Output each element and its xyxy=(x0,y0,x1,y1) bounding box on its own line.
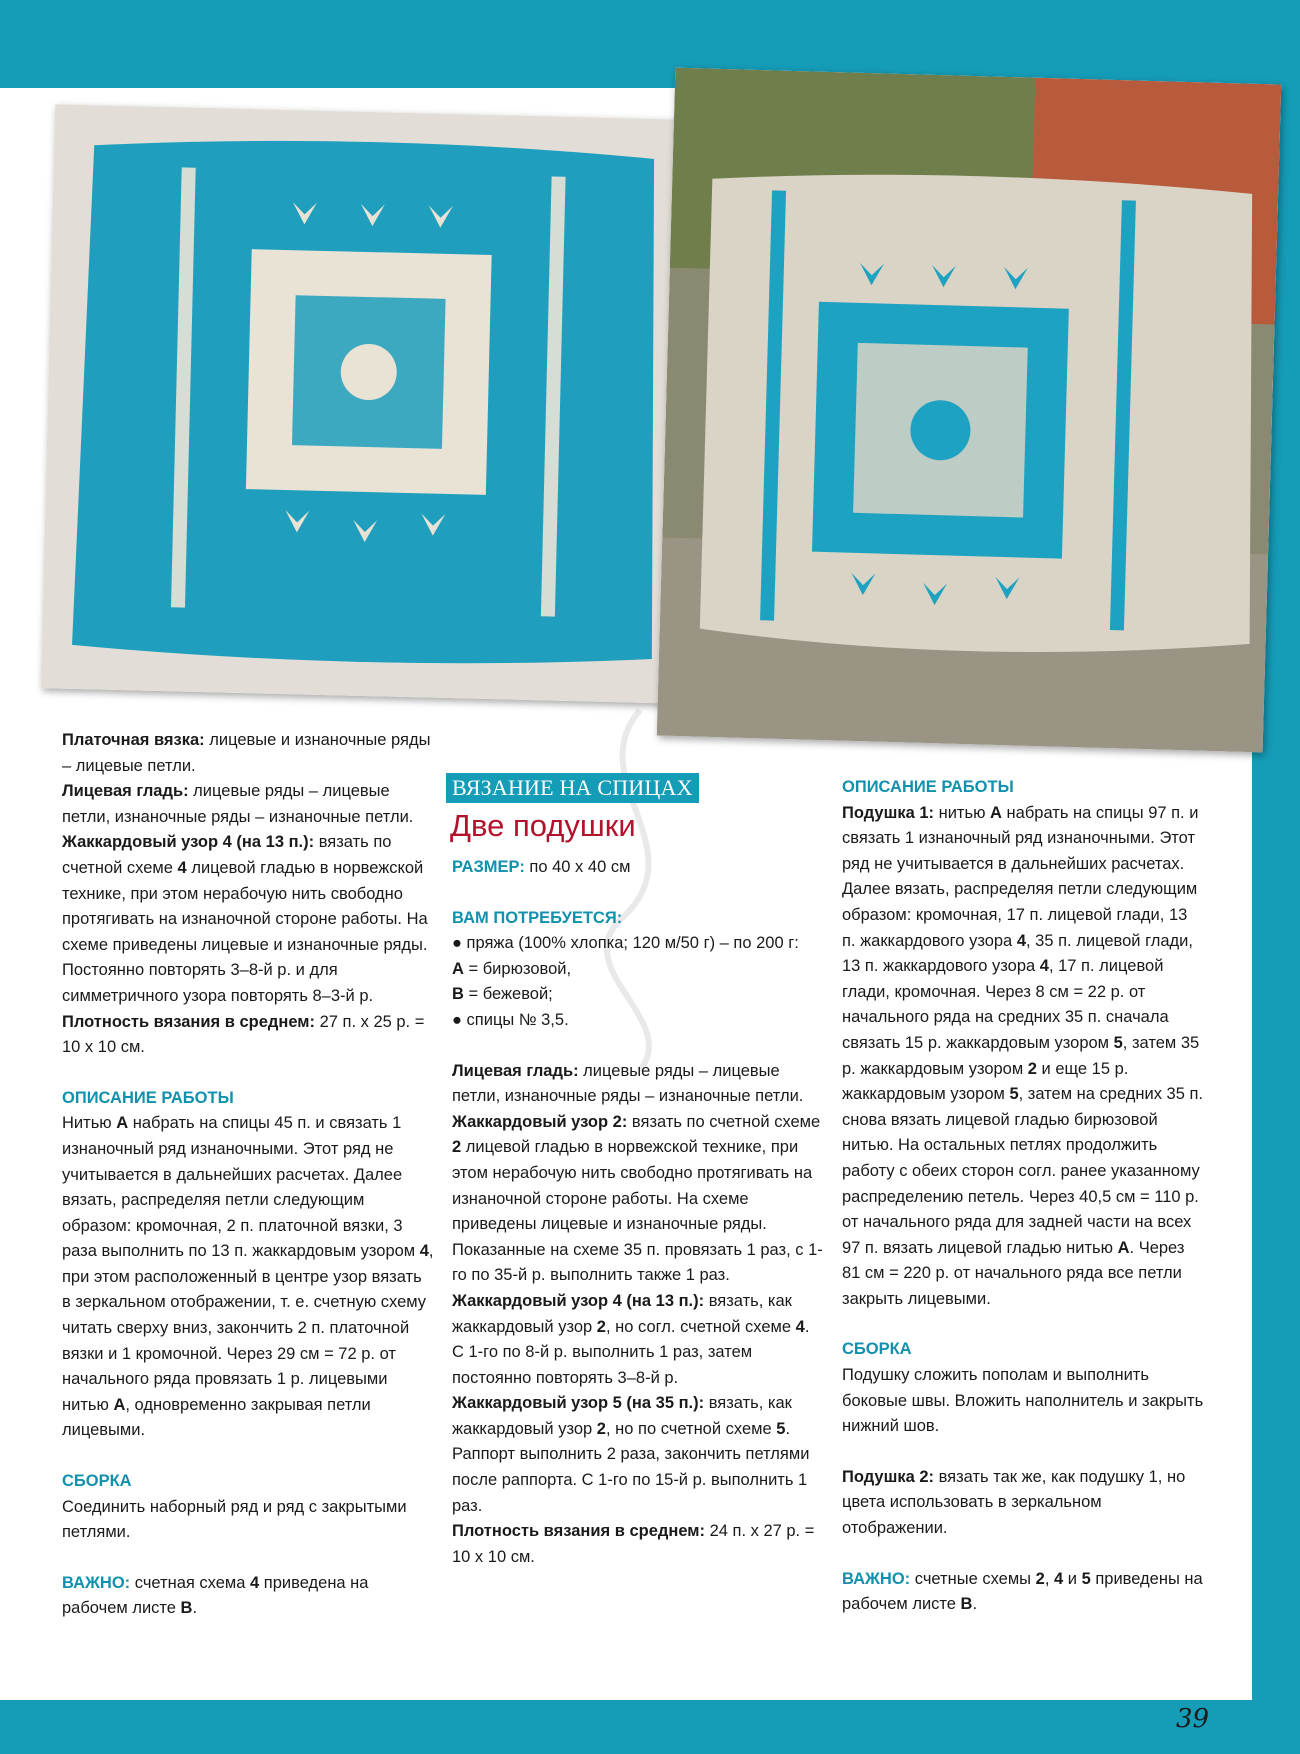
paragraph-stockinette-2: Лицевая гладь: лицевые ряды – лицевые петли, изнаночные ряды – изнаночные петли. xyxy=(452,1061,804,1106)
materials-needles: ● спицы № 3,5. xyxy=(452,1010,569,1029)
heading-work-description: ОПИСАНИЕ РАБОТЫ xyxy=(62,1088,234,1107)
pillow-beige-illustration xyxy=(657,68,1281,753)
paragraph-assembly: Соединить наборный ряд и ряд с закрытыми петлями. xyxy=(62,1497,407,1542)
heading-assembly: СБОРКА xyxy=(62,1472,132,1491)
heading-work-description-2: ОПИСАНИЕ РАБОТЫ xyxy=(842,778,1014,796)
materials-yarn: ● пряжа (100% хлопка; 120 м/50 г) – по 200 г: xyxy=(452,934,799,953)
materials-color-b: В = бежевой; xyxy=(452,985,553,1004)
article-title: Две подушки xyxy=(450,808,636,843)
paragraph-repeat: С 1-го по 8-й р. выполнить 1 раз, затем постоянно повторять 3–8-й р. xyxy=(452,1343,753,1387)
paragraph-assembly-2: Подушку сложить пополам и выполнить боковые швы. Вложить наполнитель и закрыть нижний шов. xyxy=(842,1366,1204,1436)
paragraph-stockinette: Лицевая гладь: лицевые ряды – лицевые петли, изнаночные ряды – изнаночные петли. xyxy=(62,782,414,826)
paragraph-size: РАЗМЕР: по 40 х 40 см xyxy=(452,858,631,876)
paragraph-pillow-1: Подушка 1: нитью А набрать на спицы 97 п. и связать 1 изнаночный ряд изнаночными. Этот ряд не учитывается в дальнейших расчетах. Далее вязать, распределяя петли следующим образом: кромочная, 17 п. лицевой глади, 13 п. жаккардового узора 4, 35 п. лицевой глади, 13 п. жаккардового узора 4, 17 п. лицевой глади, кромочная. Через 8 см = 22 р. от начального ряда на средних 35 п. сначала связать 15 р. жаккардовым узором 5, затем 35 р. жаккардовым узором 2 и еще 15 р. жаккардовым узором 5, затем на средних 35 п. снова вязать лицевой гладью бирюзовой нитью. На остальных петлях продолжить работу с обеих сторон согл. ранее указанному распределению петель. Через 40,5 см = 110 р. от начального ряда для задней части на всех 97 п. вязать лицевой гладью нитью А. Через 81 см = 220 р. от начального ряда все петли закрыть лицевыми. xyxy=(842,803,1204,1308)
paragraph-jacquard-4: Жаккардовый узор 4 (на 13 п.): вязать по счетной схеме 4 лицевой гладью в норвежской технике, при этом нерабочую нить свободно протягивать на изнаночной стороне работы. На схеме приведены лицевые и изнаночные ряды. Постоянно повторять 3–8-й р. и для симметричного узора повторять 8–3-й р. xyxy=(62,833,428,1005)
paragraph-work: Нитью А набрать на спицы 45 п. и связать 1 изнаночный ряд изнаночными. Этот ряд не учитывается в дальнейших расчетах. Далее вязать, распределяя петли следующим образом: кромочная, 2 п. платочной вязки, 3 раза выполнить по 13 п. жаккардовым узором 4, при этом расположенный в центре узор вязать в зеркальном отображении, т. е. счетную схему читать сверху вниз, закончить 2 п. платочной вязки и 1 кромочной. Через 29 см = 72 р. от начального ряда провязать 1 р. лицевыми нитью А, одновременно закрывая петли лицевыми. xyxy=(62,1114,434,1440)
paragraph-gauge: Плотность вязания в среднем: 27 п. х 25 р. = 10 х 10 см. xyxy=(62,1012,425,1057)
column-left xyxy=(62,728,434,1622)
paragraph-jacquard-5: Жаккардовый узор 5 (на 35 п.): вязать, как жаккардовый узор 2, но по счетной схеме 5. Раппорт выполнить 2 раза, закончить петлями после раппорта. С 1-го по 15-й р. выполнить 1 раз. xyxy=(452,1394,810,1515)
photo-beige-pillow xyxy=(657,68,1281,753)
bottom-color-band xyxy=(0,1700,1300,1754)
paragraph-jacquard-2: Жаккардовый узор 2: вязать по счетной схеме 2 лицевой гладью в норвежской технике, при этом нерабочую нить свободно протягивать на изнаночной стороне работы. На схеме приведены лицевые и изнаночные ряды. Показанные на схеме 35 п. провязать 1 раз, с 1-го по 35-й р. выполнить также 1 раз. xyxy=(452,1112,823,1285)
paragraph-garter: Платочная вязка: лицевые и изнаночные ряды – лицевые петли. xyxy=(62,731,431,775)
photo-turquoise-pillow xyxy=(41,104,693,703)
paragraph-gauge-2: Плотность вязания в среднем: 24 п. х 27 р. = 10 х 10 см. xyxy=(452,1522,815,1566)
pillow-turquoise-illustration xyxy=(41,104,693,703)
heading-materials: ВАМ ПОТРЕБУЕТСЯ: xyxy=(452,908,623,927)
paragraph-jacquard-4b: Жаккардовый узор 4 (на 13 п.): вязать, как жаккардовый узор 2, но согл. счетной схеме 4. xyxy=(452,1291,810,1336)
materials-color-a: А = бирюзовой, xyxy=(452,959,572,978)
category-label: ВЯЗАНИЕ НА СПИЦАХ xyxy=(446,773,699,803)
paragraph-important: ВАЖНО: счетная схема 4 приведена на рабочем листе В. xyxy=(62,1573,369,1618)
column-right xyxy=(842,775,1204,1618)
heading-assembly-2: СБОРКА xyxy=(842,1340,912,1359)
paragraph-important-2: ВАЖНО: счетные схемы 2, 4 и 5 приведены на рабочем листе В. xyxy=(842,1569,1203,1614)
paragraph-pillow-2: Подушка 2: вязать так же, как подушку 1, но цвета использовать в зеркальном отображении. xyxy=(842,1467,1186,1538)
column-middle xyxy=(452,855,824,1570)
top-color-band xyxy=(0,0,1300,88)
page-number: 39 xyxy=(1176,1704,1210,1734)
